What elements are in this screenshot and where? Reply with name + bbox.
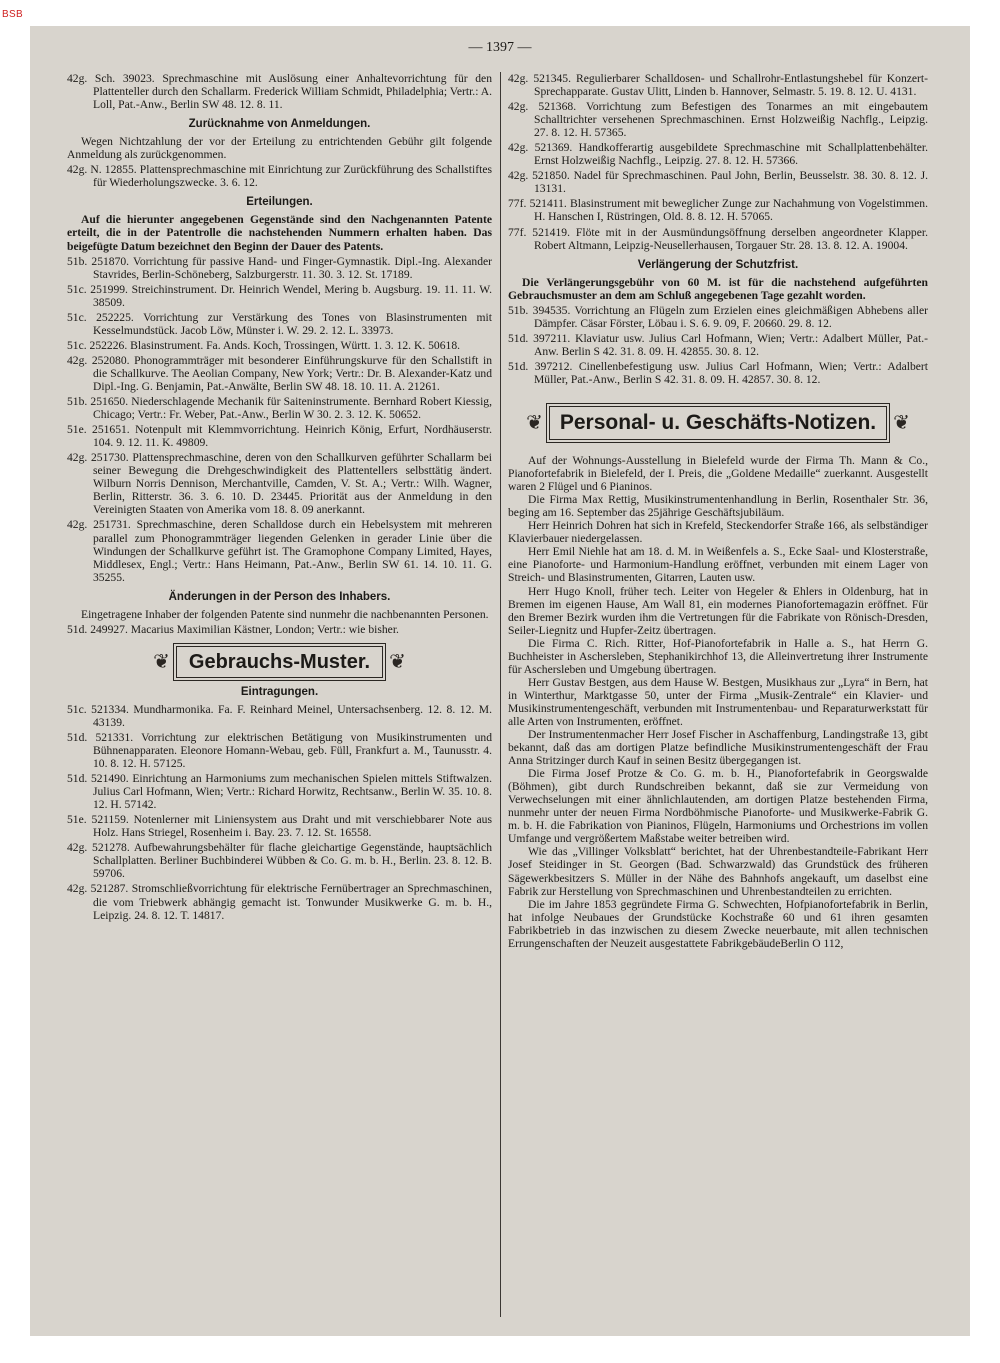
news-paragraph: Auf der Wohnungs-Ausstellung in Bielefeld wurde der Firma Th. Mann & Co., Pianofortefabrik in Bielefeld, der I. Preis, die „Goldene Medaille“ zuerkannt. Ausgestellt waren 2 Flügel und 6 Pianinos. <box>508 454 928 494</box>
patent-entry: 51c. 521334. Mundharmonika. Fa. F. Reinhard Meinel, Untersachsenberg. 12. 8. 12. M. 43139. <box>67 702 492 729</box>
patent-entry: 51e. 521159. Notenlerner mit Liniensystem aus Draht und mit verschiebbarer Note aus Holz. Hans Striegel, Rosenheim i. Bay. 23. 7. 12. St. 16558. <box>67 813 492 840</box>
patent-entry: 42g. 251731. Sprechmaschine, deren Schalldose durch ein Hebelsystem mit mehreren parallel zum Phonogrammträger liegenden Gelenken in gerader Linie über die Windungen der Schallkurve geführt ist. The Gramophone Company Limited, Hayes, Middlesex, Engl.; Vertr.: Hans Heimann, Pat.-Anw., Berlin SW 61. 14. 10. 11. G. 35255. <box>67 518 492 584</box>
patent-entry: 42g. 521287. Stromschließvorrichtung für elektrische Fernübertrager an Sprechmaschinen, die vom Triebwerk abhängig gemacht ist. Tonwunder Musikwerke G. m. b. H., Leipzig. 24. 8. 12. T. 14817. <box>67 882 492 922</box>
news-paragraph: Herr Gustav Bestgen, aus dem Hause W. Bestgen, Musikhaus zur „Lyra“ in Bern, hat in Winterthur, Marktgasse 50, unter der Firma „Musik-Zentrale“ ein Klavier- und Musikinstrumentengeschäft, verbunden mit Instrumentenbau- und Reparaturwerkstatt für alle Arten von Instrumenten, eröffnet. <box>508 675 928 728</box>
patent-entry: 51e. 251651. Notenpult mit Klemmvorrichtung. Heinrich König, Erfurt, Nordhäuserstr. 104. 9. 12. 11. K. 49809. <box>67 423 492 450</box>
patent-entry: 51d. 397211. Klaviatur usw. Julius Carl Hofmann, Wien; Vertr.: Adalbert Müller, Pat.-Anw. Berlin S 42. 31. 8. 09. H. 42855. 30. 8. 12. <box>508 331 928 358</box>
patent-entry: 42g. 521850. Nadel für Sprechmaschinen. Paul John, Berlin, Beusselstr. 38. 30. 8. 12. J. 13131. <box>508 169 928 196</box>
patent-entry: 42g. 252080. Phonogrammträger mit besonderer Einführungskurve für den Schallstift in die Schallkurve. The Aeolian Company, New York; Vertr.: Dr. B. Alexander-Katz und Dipl.-Ing. G. Benjamin, Pat.-Anwälte, Berlin SW 48. 18. 10. 11. A. 21261. <box>67 353 492 393</box>
ornament-left-icon: ❦ <box>526 412 543 435</box>
patent-entry: 51d. 521490. Einrichtung an Harmoniums zum mechanischen Spielen mittels Stiftwalzen. Julius Carl Hofmann, Wien; Vertr.: Richard Horwitz, Rechtsanw., Berlin W. 35. 10. 8. 12. H. 57142. <box>67 772 492 812</box>
news-paragraph: Die Firma Josef Protze & Co. G. m. b. H., Pianofortefabrik in Georgswalde (Böhmen), gibt durch Rundschreiben bekannt, daß sie zur Vermeidung von Verwechselungen mit einer ähnlichlautenden, am dortigen Platze bestehenden Firma, nunmehr unter der neuen Firma Nordböhmische Pianoforte- und Musikwerke-Fabrik G. m. b. H. die Fabrikation von Pianinos, Flügeln, Harmoniums und Orchestrions im vollen Umfange und vergrößertem Maßstabe weiter betreiben wird. <box>508 767 928 846</box>
patent-entry: 77f. 521419. Flöte mit in der Ausmündungsöffnung derselben angeordneter Klapper. Robert Altmann, Leipzig-Neusellerhausen, Torgauer Str. 28. 13. 8. 12. A. 19004. <box>508 225 928 252</box>
left-column <box>67 72 492 924</box>
ornament-right-icon: ❦ <box>389 650 406 673</box>
banner-title: Personal- u. Geschäfts-Notizen. <box>549 406 887 440</box>
patent-entry: 51d. 397212. Cinellenbefestigung usw. Julius Carl Hofmann, Wien; Vertr.: Adalbert Müller, Pat.-Anw., Berlin S 42. 31. 8. 09. H. 42857. 30. 8. 12. <box>508 359 928 386</box>
patent-entry: 51b. 394535. Vorrichtung an Flügeln zum Erzielen eines gleichmäßigen Abhebens aller Dämpfer. Cäsar Förster, Löbau i. S. 6. 9. 09, F. 20660. 29. 8. 12. <box>508 303 928 330</box>
page-number: — 1397 — <box>468 40 532 55</box>
news-paragraph: Wie das „Villinger Volksblatt“ berichtet, hat der Uhrenbestandteile-Fabrikant Herr Josef Steidinger in St. Georgen (Bad. Schwarzwald) das Grundstück des früheren Sägewerkbesitzers S. Müller in der Nähe des Bahnhofs angekauft, um daselbst eine Fabrik zur Herstellung von Sprechmaschinen und Uhrenbestandteilen zu errichten. <box>508 845 928 898</box>
section-heading-erteilungen: Erteilungen. <box>246 196 313 209</box>
section-heading-verlaengerung: Verlängerung der Schutzfrist. <box>637 258 799 271</box>
patent-entry: 51d. 521331. Vorrichtung zur elektrischen Betätigung von Musikinstrumenten und Bühnenapparaten. Eleonore Homann-Webau, geb. Füll, Frankfurt a. M., Taunusstr. 4. 10. 8. 12. H. 57125. <box>67 730 492 771</box>
news-paragraph: Die Firma C. Rich. Ritter, Hof-Pianofortefabrik in Halle a. S., hat Herrn G. Buchheister in Aschersleben, Stephanikirchhof 13, die Alleinvertretung ihrer Instrumente für Aschersleben und Umgebung übertragen. <box>508 636 928 676</box>
news-paragraph: Der Instrumentenmacher Herr Josef Fischer in Aschaffenburg, Landingstraße 13, gibt bekannt, daß das am dortigen Platze befindliche Musikinstrumentengeschäft der Frau Anna Stritzinger durch Kauf in seinen Besitz übergegangen ist. <box>508 728 928 768</box>
column-rule <box>500 72 501 1317</box>
news-paragraph: Die im Jahre 1853 gegründete Firma G. Schwechten, Hofpianofortefabrik in Berlin, hat infolge Neubaues der Grundstücke Kochstraße 60 und 61 ihren gesamten Fabrikbetrieb in das inzwischen zu diesem Zwecke neuerbaute, mit allen technischen Errungenschaften der Neuzeit ausgestattete FabrikgebäudeBerlin O 112, <box>508 897 928 950</box>
section-heading-aenderungen: Änderungen in der Person des Inhabers. <box>168 590 391 603</box>
news-paragraph: Herr Hugo Knoll, früher tech. Leiter von Hegeler & Ehlers in Oldenburg, hat in Bremen im eigenen Hause, Am Wall 81, ein modernes Pianofortemagazin eröffnet. Für den Bremer Bezirk wurden ihm die Vertretungen für die Fabrikate von Rönisch-Dresden, Seiler-Liegnitz und Hupfer-Zeitz übertragen. <box>508 584 928 637</box>
patent-entry: 42g. 521368. Vorrichtung zum Befestigen des Tonarmes an mit eingebautem Schalltrichter versehenen Sprechmaschinen. Ernst Holzweißig Nachflg., Leipzig. 27. 8. 12. H. 57365. <box>508 100 928 140</box>
patent-entry: 42g. 521278. Aufbewahrungsbehälter für flache gleichartige Gegenstände, hauptsächlich Schallplatten. Berliner Buchbinderei Wübben & Co. G. m. b. H., Berlin. 23. 8. 12. B. 59706. <box>67 841 492 881</box>
banner-title: Gebrauchs-Muster. <box>176 646 383 678</box>
patent-entry: 51d. 249927. Macarius Maximilian Kästner, London; Vertr.: wie bisher. <box>67 622 399 636</box>
patent-entry: 51c. 252225. Vorrichtung zur Verstärkung des Tones von Blasinstrumenten mit Kesselmundstück. Jacob Löw, Münster i. W. 29. 2. 12. L. 33973. <box>67 310 492 337</box>
patent-entry: 42g. 521345. Regulierbarer Schalldosen- und Schallrohr-Entlastungshebel für Konzert-Sprechapparate. Gustav Ulitt, Linden b. Hannover, Selmastr. 5. 19. 8. 12. U. 4131. <box>508 72 928 99</box>
patent-entry: 42g. 251730. Plattensprechmaschine, deren von den Schallkurven geführter Schallarm bei seiner Bewegung die Drehgeschwindigkeit des Plattentellers selbsttätig ändert. Wilburn Norris Dennison, Merchantville, Camden, V. St. A.; Vertr.: Wilh. Wagner, Berlin, Ritterstr. 36. 3. 6. 10. D. 23445. Priorität aus der Anmeldung in den Vereinigten Staaten von Amerika vom 18. 8. 09 anerkannt. <box>67 451 492 517</box>
patent-entry: 51c. 252226. Blasinstrument. Fa. Ands. Koch, Trossingen, Württ. 1. 3. 12. K. 50618. <box>67 338 461 352</box>
personal-notizen-banner <box>508 406 928 440</box>
patent-entry: 51c. 251999. Streichinstrument. Dr. Heinrich Wendel, Mering b. Augsburg. 19. 11. 11. W. 38509. <box>67 282 492 309</box>
patent-entry: 42g. Sch. 39023. Sprechmaschine mit Auslösung einer Anhaltevorrichtung für den Plattenteller durch den Schallarm. Frederick William Schmidt, Philadelphia; Vertr.: A. Loll, Pat.-Anw., Berlin SW 48. 12. 8. 11. <box>67 72 492 112</box>
news-paragraph: Herr Emil Niehle hat am 18. d. M. in Weißenfels a. S., Ecke Saal- und Klosterstraße, eine Pianoforte- und Harmonium-Handlung eröffnet, verbunden mit einem Lager von Streich- und Blasinstrumenten, Gitarren, Lauten usw. <box>508 545 928 585</box>
intro-paragraph: Wegen Nichtzahlung der vor der Erteilung zu entrichtenden Gebühr gilt folgende Anmeldung als zurückgenommen. <box>67 135 492 162</box>
intro-paragraph: Auf die hierunter angegebenen Gegenstände sind den Nachgenannten Patente erteilt, die in der Patentrolle die nachstehenden Nummern erhalten haben. Das beigefügte Datum bezeichnet den Beginn der Dauer des Patents. <box>67 213 492 253</box>
library-watermark: BSB <box>2 9 23 20</box>
patent-entry: 51b. 251870. Vorrichtung für passive Hand- und Finger-Gymnastik. Dipl.-Ing. Alexander Stavrides, Berlin-Schöneberg, Salzburgerstr. 11. 30. 3. 12. St. 17189. <box>67 254 492 281</box>
ornament-left-icon: ❦ <box>153 650 170 673</box>
scanned-page <box>30 26 970 1336</box>
patent-entry: 42g. 521369. Handkofferartig ausgebildete Sprechmaschine mit Schallplattenbehälter. Ernst Holzweißig Nachflg., Leipzig. 27. 8. 12. H. 57366. <box>508 141 928 168</box>
intro-paragraph: Die Verlängerungsgebühr von 60 M. ist für die nachstehend aufgeführten Gebrauchsmuster an dem am Schluß angegebenen Tage gezahlt worden. <box>508 275 928 302</box>
section-heading-zuruecknahme: Zurücknahme von Anmeldungen. <box>188 118 371 131</box>
section-heading-eintragungen: Eintragungen. <box>240 685 319 698</box>
news-paragraph: Die Firma Max Rettig, Musikinstrumentenhandlung in Berlin, Rosenthaler Str. 36, beging am 16. September das 25jährige Geschäftsjubiläum. <box>508 493 928 520</box>
ornament-right-icon: ❦ <box>893 412 910 435</box>
patent-entry: 77f. 521411. Blasinstrument mit beweglicher Zunge zur Nachahmung von Vogelstimmen. H. Hanschen I, Rüstringen, Old. 8. 8. 12. H. 57065. <box>508 197 928 224</box>
right-column <box>508 72 928 950</box>
patent-entry: 42g. N. 12855. Plattensprechmaschine mit Einrichtung zur Zurückführung des Schallstiftes für Wiederholungszwecke. 3. 6. 12. <box>67 163 492 190</box>
gebrauchsmuster-banner <box>67 646 492 678</box>
intro-paragraph: Eingetragene Inhaber der folgenden Patente sind nunmehr die nachbenannten Personen. <box>81 607 489 621</box>
news-paragraph: Herr Heinrich Dohren hat sich in Krefeld, Steckendorfer Straße 166, als selbständiger Klavierbauer niedergelassen. <box>508 519 928 546</box>
patent-entry: 51b. 251650. Niederschlagende Mechanik für Saiteninstrumente. Bernhard Robert Kiessig, Chicago; Vertr.: Fr. Weber, Pat.-Anw., Berlin W 30. 2. 3. 12. K. 50652. <box>67 395 492 422</box>
